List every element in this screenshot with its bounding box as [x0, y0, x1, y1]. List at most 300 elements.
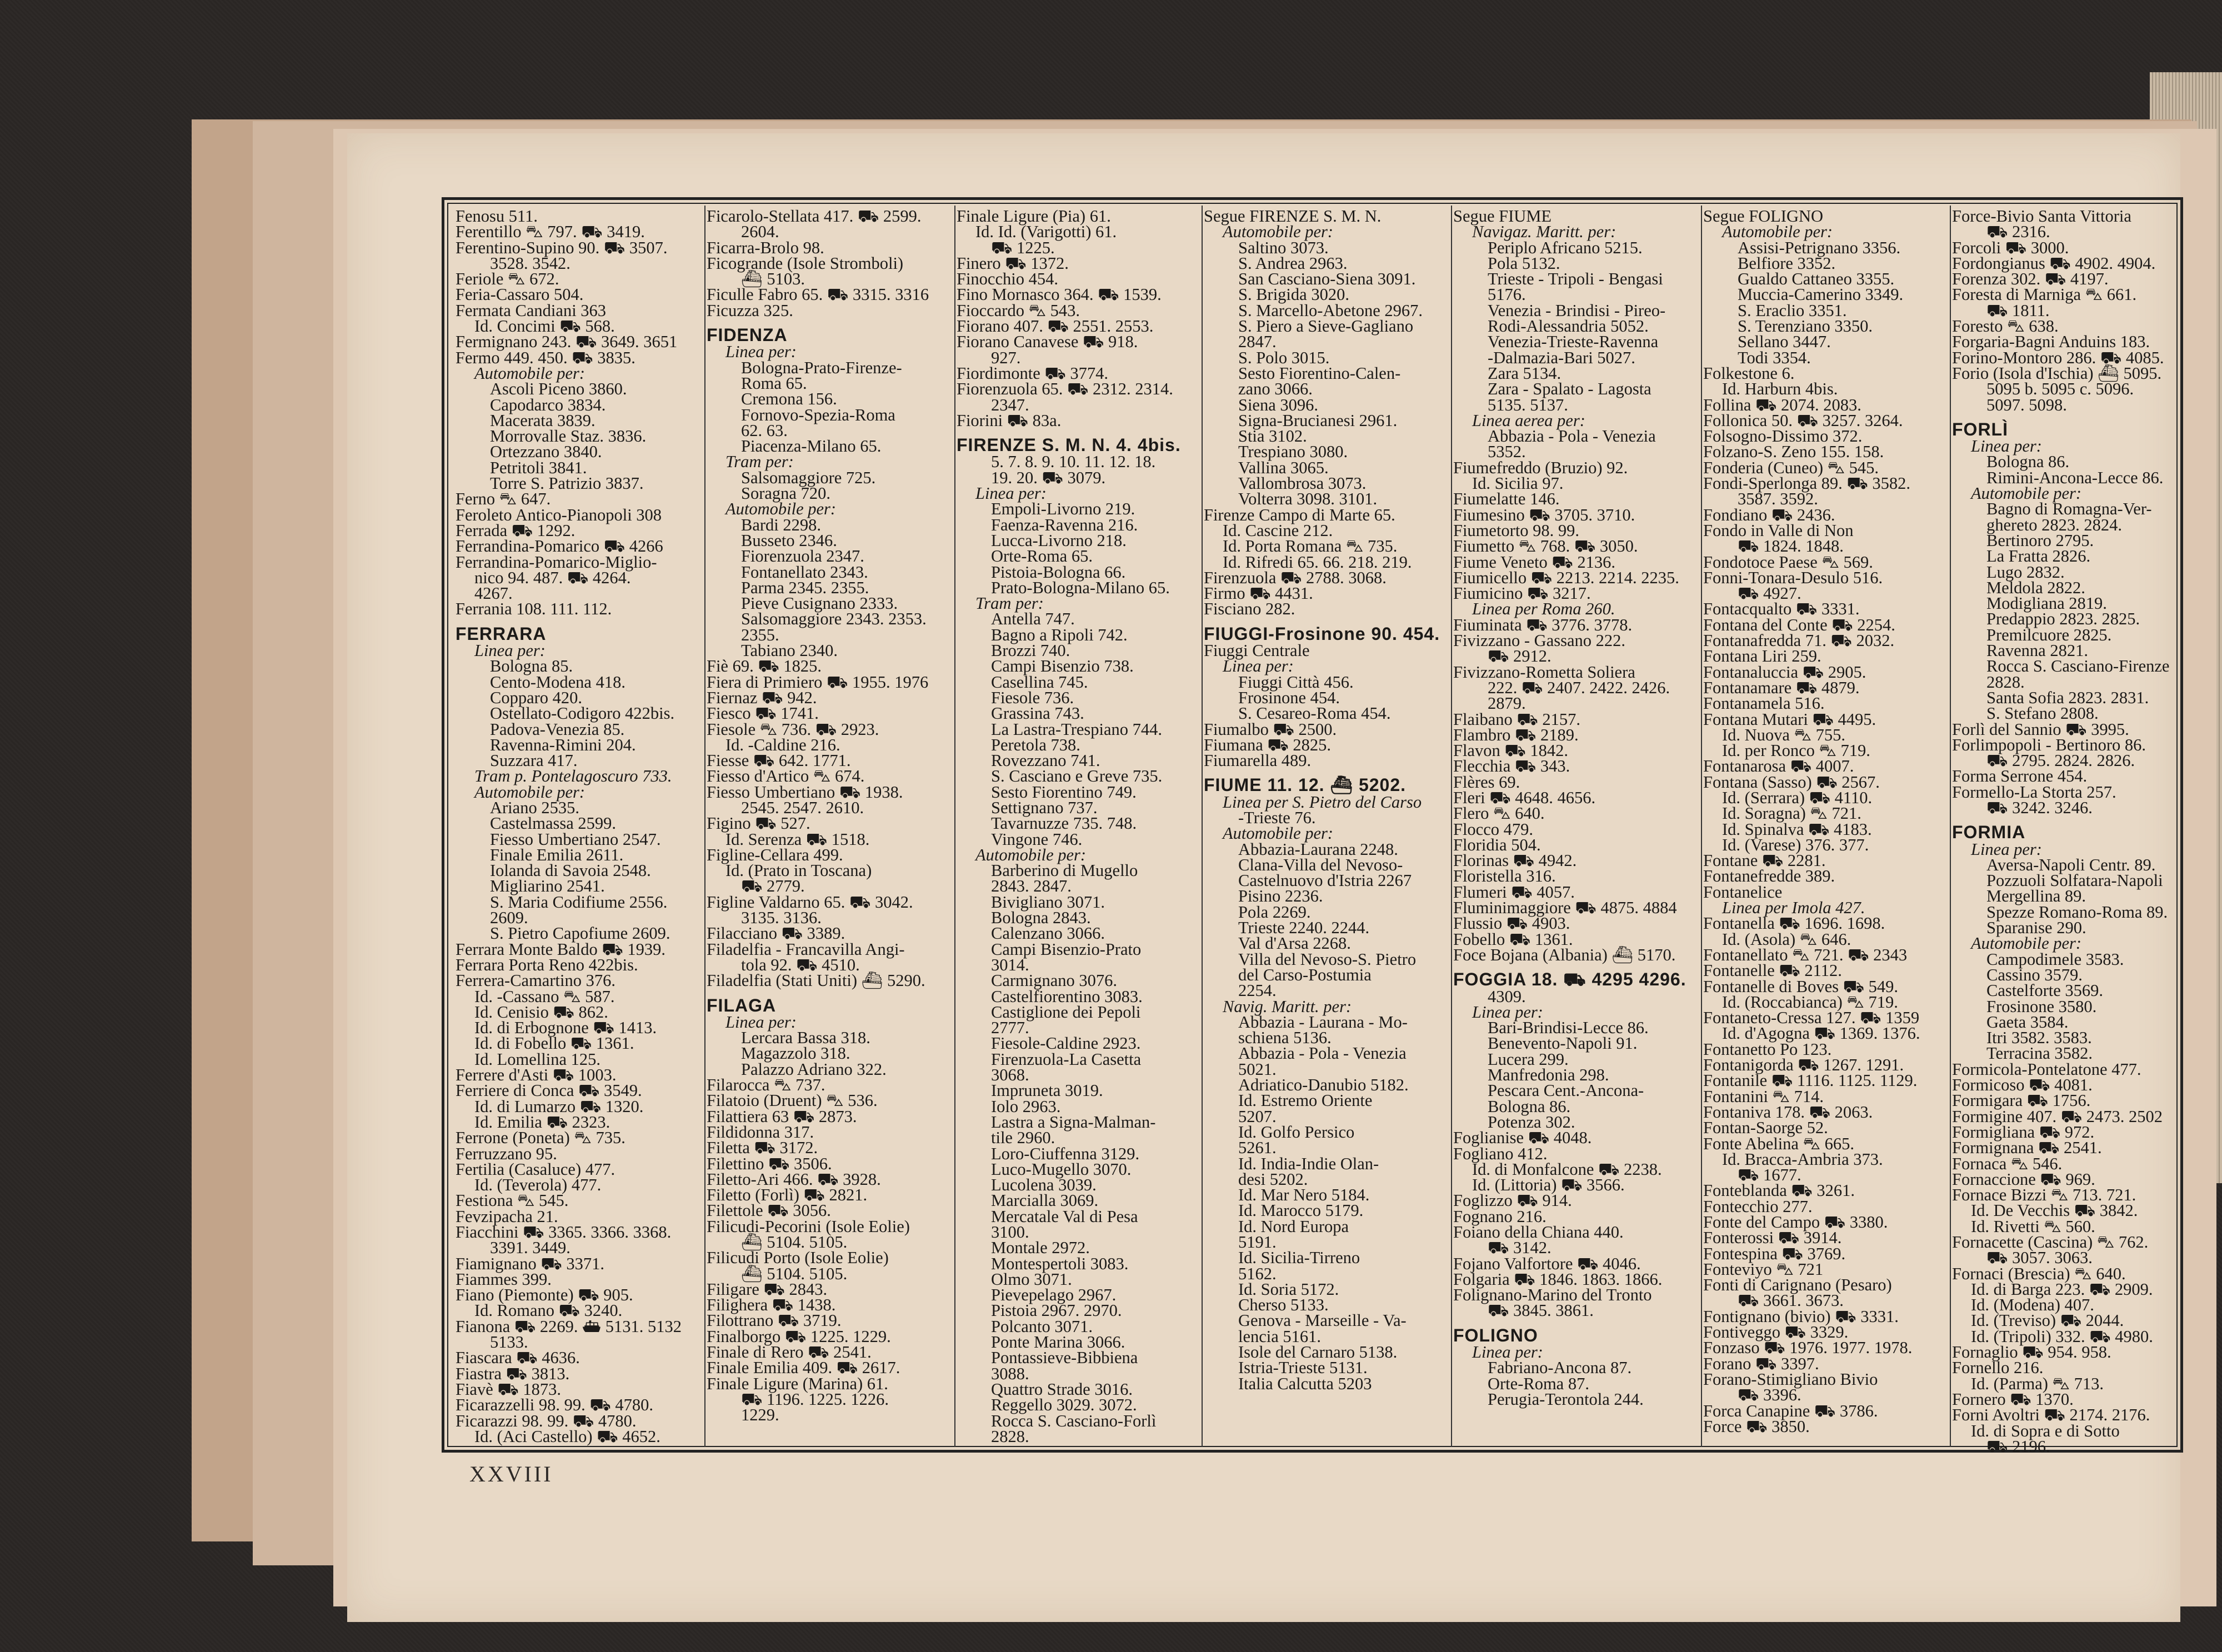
index-entry: Modigliana 2819. [1986, 594, 2107, 613]
index-entry: Sparanise 290. [1986, 918, 2086, 938]
index-entry: Fonderia (Cuneo) ⛍ 545. [1703, 458, 1879, 477]
index-entry: Flero ⛍ 640. [1453, 804, 1545, 823]
index-entry: Force-Bivio Santa Vittoria [1952, 207, 2131, 226]
index-entry: Pozzuoli Solfatara-Napoli [1986, 871, 2163, 890]
index-entry: Suzzara 417. [490, 751, 578, 770]
index-entry: Fiuggi Centrale [1204, 641, 1310, 660]
index-entry: Ferrera-Camartino 376. [456, 971, 615, 990]
index-entry: Fiascara ⛟ 4636. [456, 1348, 580, 1368]
section-heading: FIUGGI-Frosinone 90. 454. [1204, 623, 1440, 644]
index-entry: Id. Lomellina 125. [474, 1049, 601, 1069]
index-entry: S. Maria Codifiume 2556. [490, 892, 668, 912]
index-entry: Bertinoro 2795. [1986, 530, 2094, 550]
index-entry: Tram per: [725, 452, 794, 472]
index-entry: Italia Calcutta 5203 [1238, 1374, 1372, 1393]
index-entry: nico 94. 487. ⛟ 4264. [474, 568, 631, 587]
index-entry: Ferentillo ⛍ 797. ⛟ 3419. [456, 222, 645, 242]
index-entry: 2828. [1986, 672, 2025, 692]
index-entry: Ferrandina-Pomarico-Miglio- [456, 552, 657, 572]
index-entry: Fiumetorto 98. 99. [1453, 520, 1580, 540]
index-entry: Fiuggi Città 456. [1238, 672, 1354, 692]
index-entry: Fojano Valfortore ⛟ 4046. [1453, 1254, 1641, 1273]
index-entry: S. Marcello-Abetone 2967. [1238, 301, 1423, 320]
section-heading: FIUME 11. 12. ⛴ 5202. [1204, 775, 1407, 795]
index-entry: 3587. 3592. [1738, 489, 1818, 509]
index-entry: lencia 5161. [1238, 1326, 1322, 1346]
index-entry: Fiorano Canavese ⛟ 918. [957, 332, 1138, 352]
index-entry: Magazzolo 318. [741, 1044, 850, 1063]
index-entry: Linea per S. Pietro del Carso [1223, 792, 1422, 812]
index-entry: Segue FIUME [1453, 207, 1552, 226]
index-entry: Marcialla 3069. [991, 1191, 1099, 1210]
index-entry: Polcanto 3071. [991, 1316, 1093, 1336]
index-entry: Id. Bracca-Ambria 373. [1722, 1149, 1883, 1169]
index-entry: Id. -Caldine 216. [725, 735, 840, 754]
column-divider [954, 206, 955, 1447]
index-entry: Fontignano (bivio) ⛟ 3331. [1703, 1306, 1899, 1326]
index-entry: Fiesole 736. [991, 688, 1074, 707]
index-entry: Automobile per: [1722, 222, 1833, 242]
index-entry: 5352. [1488, 442, 1526, 462]
index-entry: Folignano-Marino del Tronto [1453, 1285, 1652, 1305]
index-entry: Iolo 2963. [991, 1097, 1061, 1116]
index-entry: Figline Valdarno 65. ⛟ 3042. [707, 892, 913, 912]
index-entry: -Dalmazia-Bari 5027. [1488, 348, 1635, 367]
index-entry: Piacenza-Milano 65. [741, 437, 882, 456]
index-entry: ⛟ 1196. 1225. 1226. [741, 1389, 889, 1409]
index-entry: Id. di Sopra e di Sotto [1971, 1421, 2120, 1440]
index-entry: Lastra a Signa-Malman- [991, 1112, 1156, 1132]
index-entry: Todi 3354. [1738, 348, 1811, 367]
index-entry: Ariano 2535. [490, 798, 579, 817]
index-entry: Finalborgo ⛟ 1225. 1229. [707, 1326, 891, 1346]
index-entry: Fornello 216. [1952, 1358, 2044, 1378]
index-entry: Ficarazzelli 98. 99. ⛟ 4780. [456, 1395, 653, 1415]
index-entry: Id. Nuova ⛍ 755. [1722, 725, 1846, 744]
section-heading: FILAGA [707, 995, 777, 1015]
index-entry: Abbazia - Pola - Venezia [1238, 1044, 1407, 1063]
index-entry: Zara - Spalato - Lagosta [1488, 379, 1652, 399]
index-entry: Forca Canapine ⛟ 3786. [1703, 1401, 1878, 1420]
index-column-3 [957, 207, 1200, 1446]
index-entry: ⛟ 1225. [991, 238, 1055, 257]
index-entry: Forma Serrone 454. [1952, 767, 2088, 786]
index-entry: Id. Golfo Persico [1238, 1122, 1355, 1142]
index-entry: Id. Estremo Oriente [1238, 1091, 1373, 1110]
index-entry: Bologna 86. [1986, 452, 2070, 472]
index-entry: Id. di Monfalcone ⛟ 2238. [1472, 1159, 1662, 1179]
index-entry: Istria-Trieste 5131. [1238, 1358, 1368, 1378]
index-entry: Castelmassa 2599. [490, 814, 617, 833]
index-entry: Itri 3582. 3583. [1986, 1028, 2092, 1048]
index-entry: Fiesso d'Artico ⛍ 674. [707, 767, 865, 786]
index-entry: Formignana ⛟ 2541. [1952, 1138, 2102, 1158]
index-entry: 4309. [1488, 987, 1526, 1006]
index-entry: Vallombrosa 3073. [1238, 474, 1367, 493]
index-entry: Id. (Tripoli) 332. ⛟ 4980. [1971, 1326, 2153, 1346]
index-entry: Castelfiorentino 3083. [991, 987, 1143, 1006]
index-entry: Figino ⛟ 527. [707, 814, 810, 833]
index-entry: Finero ⛟ 1372. [957, 253, 1069, 273]
index-entry: tile 2960. [991, 1128, 1055, 1148]
index-entry: Pontassieve-Bibbiena [991, 1348, 1138, 1368]
index-entry: Manfredonia 298. [1488, 1065, 1609, 1085]
index-entry: Venezia-Trieste-Ravenna [1488, 332, 1659, 352]
index-entry: ⛟ 2912. [1488, 647, 1552, 666]
index-entry: S. Piero a Sieve-Gagliano [1238, 317, 1414, 336]
index-entry: Fontanamare ⛟ 4879. [1703, 678, 1860, 697]
index-entry: schiena 5136. [1238, 1028, 1332, 1048]
index-entry: Id. (Littoria) ⛟ 3566. [1472, 1175, 1625, 1195]
index-entry: Id. (Treviso) ⛟ 2044. [1971, 1311, 2124, 1330]
index-entry: Flambro ⛟ 2189. [1453, 725, 1579, 744]
index-entry: Fornaci (Brescia) ⛍ 640. [1952, 1264, 2126, 1283]
index-entry: Id. di Fobello ⛟ 1361. [474, 1034, 634, 1053]
index-entry: Forenza 302. ⛟ 4197. [1952, 269, 2109, 289]
index-entry: Sesto Fiorentino 749. [991, 782, 1137, 802]
index-entry: Lercara Bassa 318. [741, 1028, 870, 1048]
index-entry: Fermata Candiani 363 [456, 301, 607, 320]
index-entry: Fondi-Sperlonga 89. ⛟ 3582. [1703, 474, 1911, 493]
index-entry: Segue FOLIGNO [1703, 207, 1824, 226]
index-entry: Filetto (Forlì) ⛟ 2821. [707, 1185, 868, 1205]
index-entry: Genova - Marseille - Va- [1238, 1311, 1407, 1330]
index-entry: ⛟ 3057. 3063. [1986, 1248, 2093, 1268]
index-entry: Antella 747. [991, 609, 1075, 629]
index-entry: Id. Mar Nero 5184. [1238, 1185, 1370, 1205]
index-entry: Trieste 2240. 2244. [1238, 918, 1370, 938]
index-entry: Mergellina 89. [1986, 887, 2086, 906]
index-entry: Fiorini ⛟ 83a. [957, 411, 1062, 430]
index-entry: 2843. 2847. [991, 877, 1072, 896]
index-entry: Filetto-Ari 466. ⛟ 3928. [707, 1169, 881, 1189]
index-entry: Formello-La Storta 257. [1952, 782, 2116, 802]
index-entry: Formigara ⛟ 1756. [1952, 1091, 2091, 1110]
index-entry: Firenzuola ⛟ 2788. 3068. [1204, 568, 1387, 587]
index-entry: Ficarra-Brolo 98. [707, 238, 824, 257]
index-entry: 5097. 5098. [1986, 395, 2067, 414]
index-entry: Linea per: [1971, 839, 2042, 859]
index-entry: Pievepelago 2967. [991, 1285, 1117, 1305]
index-entry: Fevzipacha 21. [456, 1207, 558, 1226]
index-entry: Fiesso Umbertiano 2547. [490, 829, 661, 849]
index-entry: Fontanaluccia ⛟ 2905. [1703, 662, 1866, 682]
index-entry: Id. Rivetti ⛍ 560. [1971, 1217, 2095, 1236]
index-entry: 5176. [1488, 285, 1526, 304]
index-entry: Fiavè ⛟ 1873. [456, 1379, 562, 1399]
index-entry: Navigaz. Maritt. per: [1472, 222, 1617, 242]
index-entry: Fontanelice [1703, 882, 1783, 902]
index-entry: 3088. [991, 1364, 1029, 1383]
index-entry: Potenza 302. [1488, 1112, 1575, 1132]
index-entry: Fondo in Valle di Non [1703, 520, 1854, 540]
index-entry: Id. (Teverola) 477. [474, 1175, 602, 1195]
index-entry: 5. 7. 8. 9. 10. 11. 12. 18. [991, 452, 1156, 472]
index-entry: Trieste - Tripoli - Bengasi [1488, 269, 1663, 289]
index-entry: Calenzano 3066. [991, 924, 1105, 943]
index-entry: S. Polo 3015. [1238, 348, 1330, 367]
index-entry: Fontanefredde 389. [1703, 867, 1835, 886]
index-column-6 [1703, 208, 1948, 1441]
index-entry: Frosinone 3580. [1986, 997, 2097, 1016]
index-entry: Fabriano-Ancona 87. [1488, 1358, 1632, 1378]
index-entry: Quattro Strade 3016. [991, 1379, 1133, 1399]
index-entry: Castiglione dei Pepoli [991, 1002, 1141, 1022]
section-heading: FERRARA [456, 623, 547, 644]
index-entry: Folzano-S. Zeno 155. 158. [1703, 442, 1884, 462]
index-entry: Capodarco 3834. [490, 395, 606, 414]
index-entry: Fiorano 407. ⛟ 2551. 2553. [957, 317, 1154, 336]
index-entry: Fordongianus ⛟ 4902. 4904. [1952, 253, 2156, 273]
index-entry: Id. di Barga 223. ⛟ 2909. [1971, 1279, 2153, 1299]
index-entry: Fiacchini ⛟ 3365. 3366. 3368. [456, 1223, 672, 1241]
index-entry: Ferrara Monte Baldo ⛟ 1939. [456, 939, 666, 959]
index-entry: Ferno ⛍ 647. [456, 489, 551, 509]
index-entry: Olmo 3071. [991, 1269, 1072, 1289]
index-entry: Filicudi Porto (Isole Eolie) [707, 1248, 889, 1268]
index-entry: Ferrara Porta Reno 422bis. [456, 955, 638, 974]
index-entry: Filadelfia (Stati Uniti) ⛴ 5290. [707, 971, 925, 990]
index-entry: Terracina 3582. [1986, 1044, 2093, 1063]
index-entry: Fontanelle di Boves ⛟ 549. [1703, 977, 1898, 996]
index-entry: Fontanafredda 71. ⛟ 2032. [1703, 631, 1895, 650]
index-entry: Follina ⛟ 2074. 2083. [1703, 395, 1861, 414]
index-entry: Fornaca ⛍ 546. [1952, 1154, 2063, 1173]
index-entry: Fivizzano-Rometta Soliera [1453, 662, 1635, 682]
index-entry: Id. (Prato in Toscana) [725, 861, 872, 880]
index-entry: Bologna 86. [1488, 1097, 1571, 1116]
index-entry: 5021. [1238, 1059, 1277, 1079]
index-entry: Fiorenzuola 65. ⛟ 2312. 2314. [957, 379, 1173, 399]
index-entry: 3135. 3136. [741, 908, 822, 928]
index-entry: Automobile per: [1223, 824, 1334, 843]
index-entry: Lucolena 3039. [991, 1175, 1097, 1195]
index-entry: ⛟ 1811. [1986, 301, 2050, 320]
index-entry: Lugo 2832. [1986, 562, 2065, 582]
section-heading: FIRENZE S. M. N. 4. 4bis. [957, 435, 1181, 455]
index-entry: Fonte Abelina ⛍ 665. [1703, 1134, 1855, 1153]
index-entry: Cherso 5133. [1238, 1295, 1329, 1315]
index-entry: Fornaccione ⛟ 969. [1952, 1169, 2095, 1189]
index-entry: 2254. [1238, 981, 1277, 1000]
index-entry: Festiona ⛍ 545. [456, 1191, 569, 1210]
index-column-2 [707, 208, 952, 1441]
index-entry: Ascoli Piceno 3860. [490, 379, 627, 399]
index-entry: Ferrania 108. 111. 112. [456, 599, 612, 619]
index-entry: Fioccardo ⛍ 543. [957, 301, 1080, 320]
index-entry: Filigare ⛟ 2843. [707, 1279, 828, 1299]
index-entry: Fildidonna 317. [707, 1122, 814, 1142]
index-entry: Id. Concimi ⛟ 568. [474, 317, 615, 336]
index-entry: Casellina 745. [991, 672, 1088, 692]
index-entry: Barberino di Mugello [991, 861, 1138, 880]
index-entry: 5261. [1238, 1138, 1277, 1158]
index-entry: 2604. [741, 222, 779, 242]
index-entry: Ficogrande (Isole Stromboli) [707, 253, 904, 273]
index-entry: Id. Rifredi 65. 66. 218. 219. [1223, 552, 1412, 572]
index-entry: Meldola 2822. [1986, 578, 2085, 597]
index-entry: Periplo Africano 5215. [1488, 238, 1643, 257]
index-entry: ⛟ 2196. [1986, 1436, 2050, 1456]
index-entry: Pistoia 2967. 2970. [991, 1301, 1122, 1320]
index-entry: ⛴ 5103. [741, 269, 805, 289]
index-entry: Fonzaso ⛟ 1976. 1977. 1978. [1703, 1338, 1913, 1358]
section-heading: FIDENZA [707, 325, 788, 346]
index-entry: Fontaneto-Cressa 127. ⛟ 1359 [1703, 1008, 1920, 1028]
index-entry: Frosinone 454. [1238, 688, 1340, 707]
index-entry: Filicudi-Pecorini (Isole Eolie) [707, 1217, 910, 1236]
index-entry: Predappio 2823. 2825. [1986, 609, 2140, 629]
index-entry: Pola 2269. [1238, 902, 1311, 922]
index-entry: Filacciano ⛟ 3389. [707, 924, 845, 943]
index-entry: Filettino ⛟ 3506. [707, 1154, 832, 1173]
index-entry: Ostellato-Codigoro 422bis. [490, 704, 675, 723]
index-entry: 1229. [741, 1405, 779, 1425]
index-entry: Foresto ⛍ 638. [1952, 317, 2059, 336]
index-entry: Filettole ⛟ 3056. [707, 1201, 831, 1220]
index-entry: Finale Ligure (Pia) 61. [957, 207, 1111, 226]
index-entry: Filetta ⛟ 3172. [707, 1138, 818, 1158]
index-entry: S. Terenziano 3350. [1738, 317, 1873, 336]
index-entry: Impruneta 3019. [991, 1081, 1103, 1100]
index-entry: S. Cesareo-Roma 454. [1238, 704, 1391, 723]
index-entry: Signa-Brucianesi 2961. [1238, 411, 1398, 430]
index-entry: Fiumalbo ⛟ 2500. [1204, 719, 1337, 739]
index-entry: La Lastra-Trespiano 744. [991, 719, 1163, 739]
index-entry: Id. India-Indie Olan- [1238, 1154, 1379, 1173]
index-entry: Filatoio (Druent) ⛍ 536. [707, 1091, 878, 1110]
index-entry: S. Stefano 2808. [1986, 704, 2099, 723]
index-entry: Fontana Liri 259. [1703, 647, 1821, 666]
index-entry: -Trieste 76. [1238, 808, 1316, 827]
index-column-5 [1453, 208, 1699, 1441]
index-entry: 2545. 2547. 2610. [741, 798, 864, 817]
index-entry: Ferriere di Conca ⛟ 3549. [456, 1081, 642, 1100]
index-entry: Fontanamela 516. [1703, 694, 1825, 713]
index-entry: Linea per: [1971, 437, 2042, 456]
index-entry: Id. Nord Europa [1238, 1217, 1349, 1236]
index-entry: Fiesole-Caldine 2923. [991, 1034, 1141, 1053]
index-entry: Figline-Cellara 499. [707, 845, 843, 864]
index-entry: 5133. [490, 1333, 528, 1352]
index-entry: Orte-Roma 87. [1488, 1374, 1589, 1393]
index-entry: ⛟ 1824. 1848. [1738, 537, 1844, 556]
index-entry: 5095 b. 5095 c. 5096. [1986, 379, 2134, 399]
index-entry: Fognano 216. [1453, 1207, 1547, 1226]
index-entry: Carmignano 3076. [991, 971, 1118, 990]
index-entry: Linea per: [1472, 1002, 1543, 1022]
index-entry: 3528. 3542. [490, 253, 570, 273]
index-entry: ghereto 2823. 2824. [1986, 515, 2122, 534]
index-entry: 3100. [991, 1223, 1029, 1241]
index-entry: Floridia 504. [1453, 835, 1541, 854]
index-entry: Id. Sicilia 97. [1472, 474, 1564, 493]
index-entry: Fiesole ⛍ 736. ⛟ 2923. [707, 719, 879, 739]
index-entry: Navig. Maritt. per: [1223, 997, 1352, 1016]
index-entry: Fonterossi ⛟ 3914. [1703, 1228, 1842, 1248]
index-entry: Forgaria-Bagni Anduins 183. [1952, 332, 2150, 352]
index-entry: Id. (Roccabianca) ⛍ 719. [1722, 992, 1898, 1012]
index-entry: Bologna 85. [490, 657, 573, 676]
index-entry: Migliarino 2541. [490, 877, 605, 896]
index-entry: Rimini-Ancona-Lecce 86. [1986, 468, 2164, 487]
index-entry: 19. 20. ⛟ 3079. [991, 468, 1106, 487]
index-entry: 2355. [741, 625, 779, 644]
index-entry: Pisino 2236. [1238, 887, 1323, 906]
index-entry: Montespertoli 3083. [991, 1254, 1129, 1273]
index-entry: Brozzi 740. [991, 641, 1070, 660]
index-entry: Cremona 156. [741, 389, 837, 409]
index-entry: Tavarnuzze 735. 748. [991, 814, 1137, 833]
index-entry: Finocchio 454. [957, 269, 1058, 289]
index-entry: Isole del Carnaro 5138. [1238, 1343, 1398, 1362]
index-entry: S. Brigida 3020. [1238, 285, 1349, 304]
index-entry: ⛟ 3661. 3673. [1738, 1291, 1844, 1310]
index-entry: Bologna-Prato-Firenze- [741, 358, 902, 377]
index-entry: Vingone 746. [991, 829, 1083, 849]
index-entry: Iolanda di Savoia 2548. [490, 861, 651, 880]
index-entry: Bari-Brindisi-Lecce 86. [1488, 1018, 1649, 1038]
index-entry: Id. (Aci Castello) ⛟ 4652. [474, 1426, 660, 1446]
index-entry: Automobile per: [1971, 934, 2082, 953]
index-entry: Fontanile ⛟ 1116. 1125. 1129. [1703, 1071, 1918, 1090]
index-entry: Fonteviyo ⛍ 721 [1703, 1259, 1824, 1279]
index-entry: Cassino 3579. [1986, 965, 2083, 984]
index-entry: S. Eraclio 3351. [1738, 301, 1847, 320]
index-entry: Id. Porta Romana ⛍ 735. [1223, 537, 1398, 556]
index-entry: Gaeta 3584. [1986, 1012, 2069, 1032]
index-entry: tola 92. ⛟ 4510. [741, 955, 860, 974]
index-entry: Linea per Roma 260. [1472, 599, 1615, 619]
index-entry: Fontanellato ⛍ 721. ⛟ 2343 [1703, 945, 1908, 964]
index-entry: Fiesso Umbertiano ⛟ 1938. [707, 782, 903, 802]
index-entry: Palazzo Adriano 322. [741, 1059, 887, 1079]
index-entry: Fornovo-Spezia-Roma [741, 405, 895, 424]
index-entry: Id. Soragna) ⛍ 721. [1722, 804, 1861, 823]
index-entry: S. Pietro Capofiume 2609. [490, 924, 670, 943]
index-entry: Zara 5134. [1488, 363, 1562, 383]
index-entry: Ravenna-Rimini 204. [490, 735, 636, 754]
index-entry: Faenza-Ravenna 216. [991, 515, 1138, 534]
index-entry: Forano ⛟ 3397. [1703, 1354, 1819, 1373]
index-entry: Fiorenzuola 2347. [741, 547, 864, 566]
index-entry: Pescara Cent.-Ancona- [1488, 1081, 1644, 1100]
index-entry: Tram per: [975, 594, 1044, 613]
index-column-7 [1952, 207, 2180, 1456]
index-entry: Forni Avoltri ⛟ 2174. 2176. [1952, 1405, 2150, 1425]
index-entry: Salsomaggiore 2343. 2353. [741, 609, 927, 629]
index-entry: Ferrere d'Asti ⛟ 1003. [456, 1065, 617, 1085]
index-entry: Foglianise ⛟ 4048. [1453, 1128, 1592, 1148]
index-entry: Automobile per: [474, 782, 585, 802]
index-entry: Fontespina ⛟ 3769. [1703, 1244, 1846, 1263]
index-entry: del Carso-Postumia [1238, 965, 1372, 984]
index-entry: Ficuzza 325. [707, 301, 793, 320]
index-entry: Fiumana ⛟ 2825. [1204, 735, 1331, 754]
index-entry: Pola 5132. [1488, 253, 1560, 273]
index-entry: Formigliana ⛟ 972. [1952, 1122, 2095, 1142]
index-entry: ⛟ 3142. [1488, 1238, 1552, 1258]
section-heading: FORLÌ [1952, 419, 2008, 439]
index-entry: Campi Bisenzio 738. [991, 657, 1134, 676]
index-entry: Fiumetto ⛍ 768. ⛟ 3050. [1453, 537, 1638, 556]
index-entry: Id. (Serrara) ⛟ 4110. [1722, 788, 1873, 807]
index-entry: Benevento-Napoli 91. [1488, 1034, 1638, 1053]
index-entry: Fertilia (Casaluce) 477. [456, 1159, 615, 1179]
index-entry: Fontacqualto ⛟ 3331. [1703, 599, 1860, 619]
index-entry: Flères 69. [1453, 772, 1520, 792]
index-entry: Fontanelle ⛟ 2112. [1703, 961, 1842, 980]
